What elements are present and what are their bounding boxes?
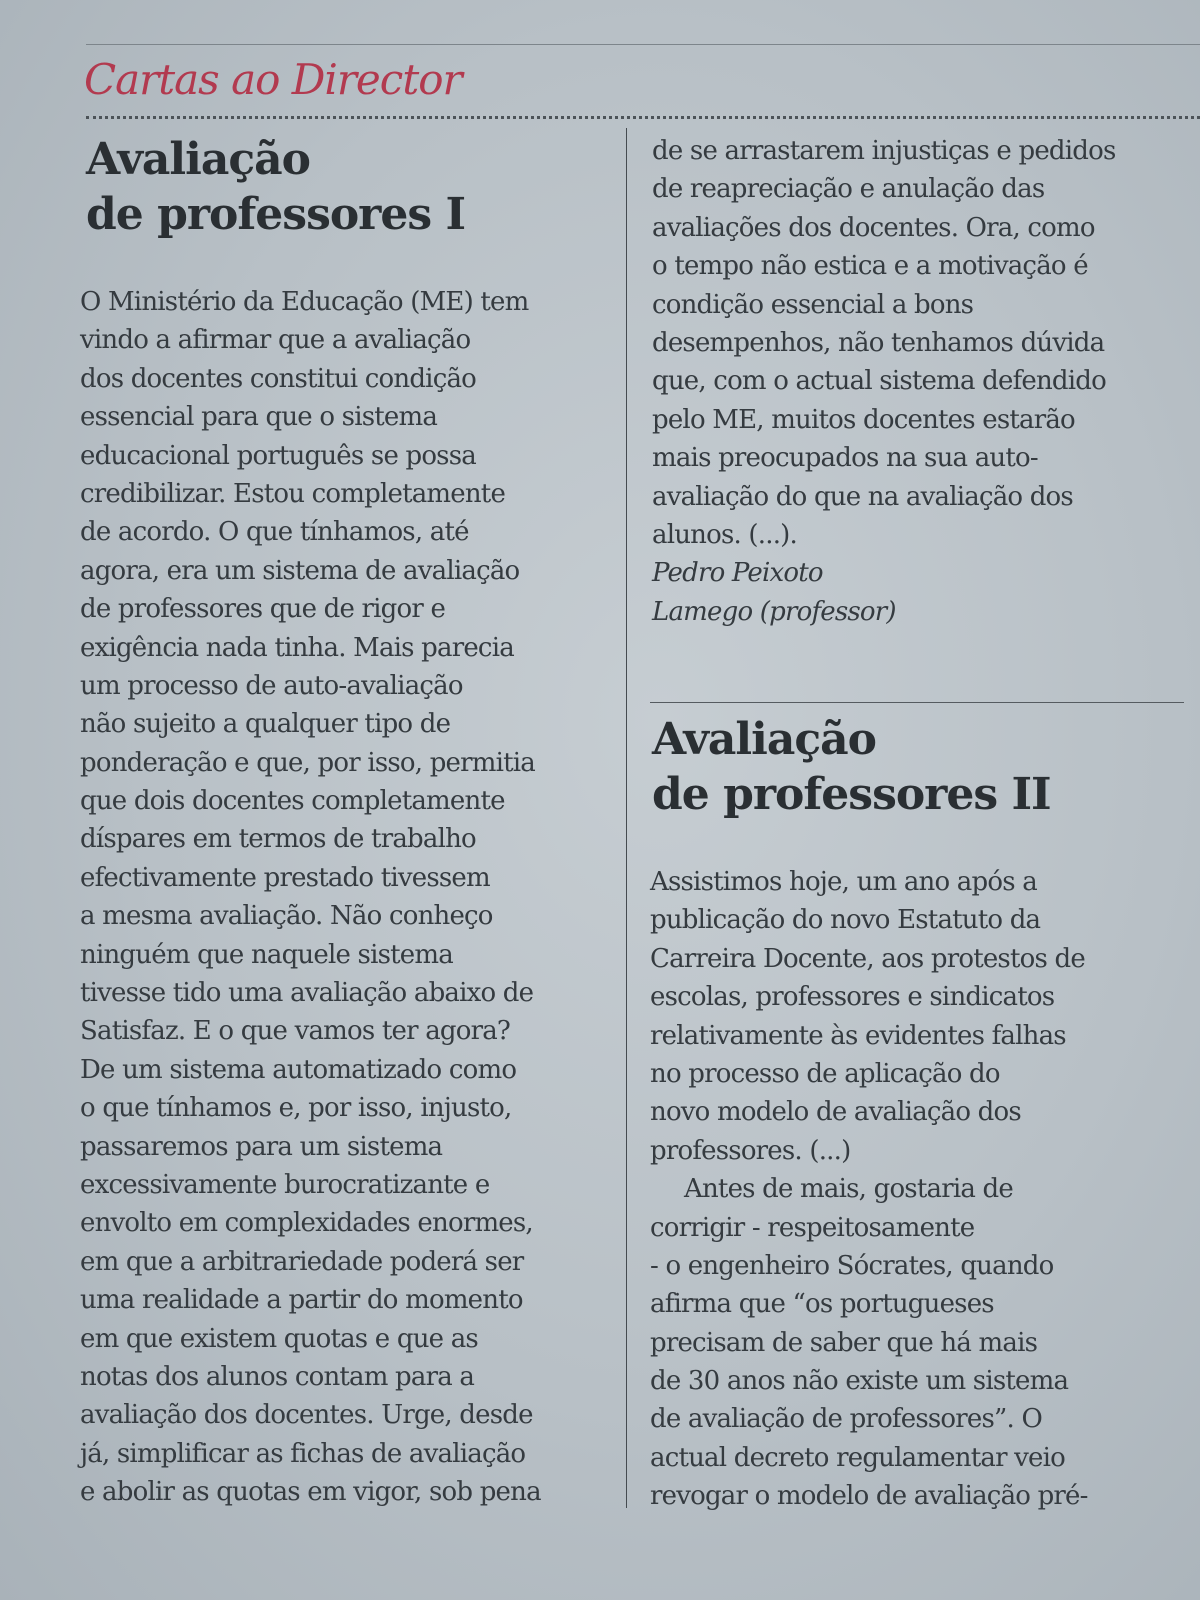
column-divider [626, 128, 627, 1508]
text-line: notas dos alunos contam para a [80, 1361, 475, 1392]
text-line: passaremos para um sistema [80, 1131, 443, 1162]
text-line: envolto em complexidades enormes, [80, 1208, 533, 1239]
text-line: pelo ME, muitos docentes estarão [652, 404, 1075, 435]
text-line: relativamente às evidentes falhas [650, 1020, 1066, 1051]
text-line: avaliação do que na avaliação dos [652, 481, 1073, 512]
text-line: ponderação e que, por isso, permitia [80, 747, 536, 778]
text-line: credibilizar. Estou completamente [80, 478, 506, 509]
text-line: Antes de mais, gostaria de [684, 1174, 1013, 1205]
headline-line: Avaliação [86, 134, 311, 185]
text-line: o tempo não estica e a motivação é [652, 251, 1088, 282]
section-title: Cartas ao Director [84, 55, 462, 104]
text-line: não sujeito a qualquer tipo de [80, 709, 451, 740]
top-rule [86, 44, 1200, 45]
text-line: efectivamente prestado tivessem [80, 862, 490, 893]
text-line: tivesse tido uma avaliação abaixo de [80, 978, 534, 1009]
text-line: De um sistema automatizado como [80, 1054, 517, 1085]
text-line: dos docentes constitui condição [80, 363, 477, 394]
text-line: corrigir - respeitosamente [650, 1212, 975, 1243]
text-line: actual decreto regulamentar veio [650, 1442, 1066, 1473]
text-line: professores. (...) [650, 1135, 851, 1166]
text-line: de professores que de rigor e [80, 594, 446, 625]
text-line: já, simplificar as fichas de avaliação [80, 1438, 526, 1469]
text-line: condição essencial a bons [652, 289, 974, 320]
text-line: de avaliação de professores”. O [650, 1404, 1042, 1435]
text-line: o que tínhamos e, por isso, injusto, [80, 1093, 512, 1124]
text-line: excessivamente burocratizante e [80, 1169, 490, 1200]
text-line: em que a arbitrariedade poderá ser [80, 1246, 524, 1277]
text-line: no processo de aplicação do [650, 1058, 1000, 1089]
text-line: afirma que “os portugueses [650, 1289, 994, 1320]
text-line: precisam de saber que há mais [650, 1327, 1038, 1358]
text-line: educacional português se possa [80, 440, 476, 471]
article1-body-column2 [652, 132, 1116, 631]
text-line: um processo de auto-avaliação [80, 670, 463, 701]
text-line: ninguém que naquele sistema [80, 939, 453, 970]
text-line: Satisfaz. E o que vamos ter agora? [80, 1016, 511, 1047]
text-line: que, com o actual sistema defendido [652, 366, 1106, 397]
text-line: mais preocupados na sua auto- [652, 443, 1038, 474]
text-line: díspares em termos de trabalho [80, 824, 476, 855]
text-line: vindo a afirmar que a avaliação [80, 325, 471, 356]
text-line: de reapreciação e anulação das [652, 174, 1045, 205]
text-line: revogar o modelo de avaliação pré- [650, 1481, 1088, 1512]
text-line: uma realidade a partir do momento [80, 1285, 523, 1316]
text-line: essencial para que o sistema [80, 402, 438, 433]
text-line: e abolir as quotas em vigor, sob pena [80, 1477, 541, 1508]
headline-line: de professores II [652, 769, 1051, 820]
text-line: que dois docentes completamente [80, 786, 505, 817]
text-line: de acordo. O que tínhamos, até [80, 517, 469, 548]
headline-line: de professores I [86, 189, 466, 240]
text-line: agora, era um sistema de avaliação [80, 555, 520, 586]
article1-headline [86, 132, 465, 242]
article2-body [650, 863, 1088, 1516]
text-line: O Ministério da Educação (ME) tem [80, 287, 529, 317]
text-line: Assistimos hoje, um ano após a [650, 867, 1037, 897]
dotted-divider [86, 116, 1200, 119]
text-line: de se arrastarem injustiças e pedidos [652, 136, 1116, 166]
author-location: Lamego (professor) [652, 596, 896, 627]
article2-headline [652, 712, 1051, 822]
text-line: de 30 anos não existe um sistema [650, 1366, 1069, 1397]
text-line: publicação do novo Estatuto da [650, 905, 1041, 936]
headline-line: Avaliação [652, 714, 877, 765]
text-line: escolas, professores e sindicatos [650, 982, 1055, 1013]
text-line: avaliações dos docentes. Ora, como [652, 212, 1095, 243]
author-name: Pedro Peixoto [652, 558, 823, 589]
text-line: avaliação dos docentes. Urge, desde [80, 1400, 533, 1431]
text-line: a mesma avaliação. Não conheço [80, 901, 493, 932]
text-line: alunos. (...). [652, 519, 797, 550]
article-separator-rule [650, 702, 1184, 703]
article1-body-column1 [80, 283, 541, 1512]
text-line: em que existem quotas e que as [80, 1323, 478, 1354]
text-line: novo modelo de avaliação dos [650, 1097, 1021, 1128]
text-line: - o engenheiro Sócrates, quando [650, 1250, 1054, 1281]
text-line: exigência nada tinha. Mais parecia [80, 632, 514, 663]
text-line: Carreira Docente, aos protestos de [650, 943, 1085, 974]
text-line: desempenhos, não tenhamos dúvida [652, 327, 1105, 358]
